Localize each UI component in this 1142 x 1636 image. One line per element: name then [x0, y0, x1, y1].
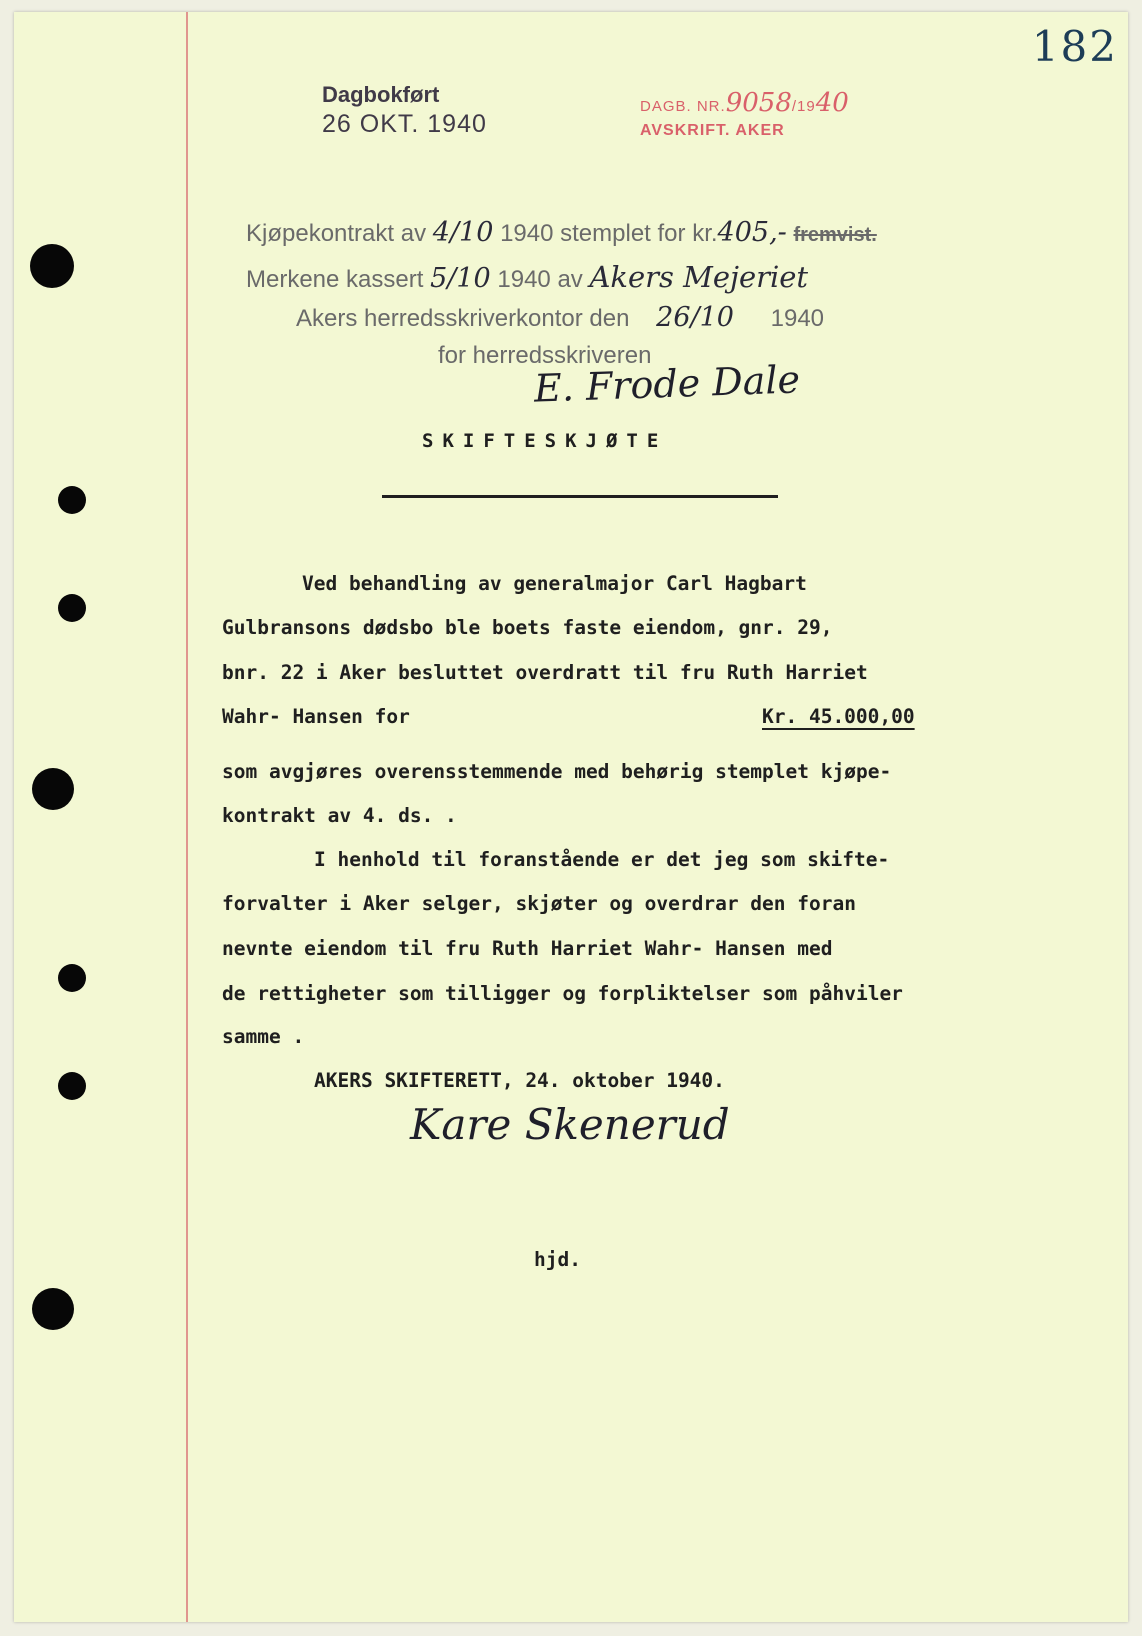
- reg-year: 1940: [770, 305, 825, 332]
- document-page: [14, 12, 1128, 1622]
- reg-year: 1940: [500, 220, 554, 247]
- stamp-title: Dagbokført: [322, 82, 440, 107]
- body-line: Gulbransons dødsbo ble boets faste eiendom, gnr. 29,: [222, 616, 833, 639]
- typist-initials: hjd.: [534, 1248, 581, 1271]
- dagb-year: 40: [815, 88, 849, 118]
- punch-hole: [58, 964, 86, 992]
- reg-text: Akers herredsskriverkontor den: [296, 305, 630, 332]
- registrar-signature: E. Frode Dale: [533, 357, 801, 411]
- dagb-label: DAGB. NR.: [640, 98, 726, 115]
- dagbok-number-stamp: [640, 88, 849, 140]
- body-line: de rettigheter som tilligger og forpliktelser som påhviler: [222, 982, 903, 1005]
- body-line: Wahr- Hansen for: [222, 705, 410, 728]
- reg-text: stemplet for kr.: [560, 220, 718, 247]
- registration-line-4: for herredsskriveren: [438, 342, 652, 369]
- title-underline: [382, 495, 778, 498]
- place-date: AKERS SKIFTERETT, 24. oktober 1940.: [314, 1069, 725, 1092]
- handwritten-date: 4/10: [432, 217, 494, 248]
- registration-line-2: [246, 260, 808, 294]
- reg-year: 1940: [497, 266, 551, 293]
- punch-hole: [30, 244, 74, 288]
- body-line: Ved behandling av generalmajor Carl Hagbart: [302, 572, 807, 595]
- dagb-separator: /19: [791, 98, 816, 115]
- punch-hole: [32, 1288, 74, 1330]
- court-signature: Kare Skenerud: [410, 1100, 730, 1149]
- body-line: som avgjøres overensstemmende med behørig stemplet kjøpe-: [222, 760, 892, 783]
- punch-hole: [32, 768, 74, 810]
- body-line: I henhold til foranstående er det jeg som skifte-: [314, 848, 890, 871]
- page-number: 182: [1031, 22, 1118, 71]
- body-line: samme .: [222, 1025, 305, 1048]
- reg-text: Merkene kassert: [246, 266, 424, 293]
- punch-hole: [58, 486, 86, 514]
- dagbokfort-stamp: [322, 82, 487, 139]
- margin-line: [186, 12, 188, 1622]
- handwritten-date: 5/10: [430, 263, 491, 294]
- body-line: bnr. 22 i Aker besluttet overdratt til fru Ruth Harriet: [222, 661, 868, 684]
- punch-hole: [58, 594, 86, 622]
- reg-text-struck: fremvist.: [793, 224, 877, 246]
- document-title: SKIFTESKJØTE: [422, 430, 668, 452]
- avskrift-label: AVSKRIFT. AKER: [640, 122, 785, 139]
- handwritten-by: Akers Mejeriet: [589, 260, 809, 294]
- body-line: forvalter i Aker selger, skjøter og overdrar den foran: [222, 892, 856, 915]
- handwritten-date: 26/10: [656, 302, 734, 333]
- body-line: nevnte eiendom til fru Ruth Harriet Wahr- Hansen med: [222, 937, 833, 960]
- body-line: kontrakt av 4. ds. .: [222, 804, 457, 827]
- registration-line-3: [296, 302, 824, 333]
- reg-text: Kjøpekontrakt av: [246, 220, 427, 247]
- punch-hole: [58, 1072, 86, 1100]
- amount: Kr. 45.000,00: [762, 705, 915, 728]
- handwritten-amount: 405,-: [717, 217, 787, 248]
- dagb-number: 9058: [725, 88, 792, 118]
- registration-line-1: [246, 217, 877, 248]
- stamp-date: 26 OKT. 1940: [322, 110, 487, 138]
- reg-text: av: [557, 266, 583, 293]
